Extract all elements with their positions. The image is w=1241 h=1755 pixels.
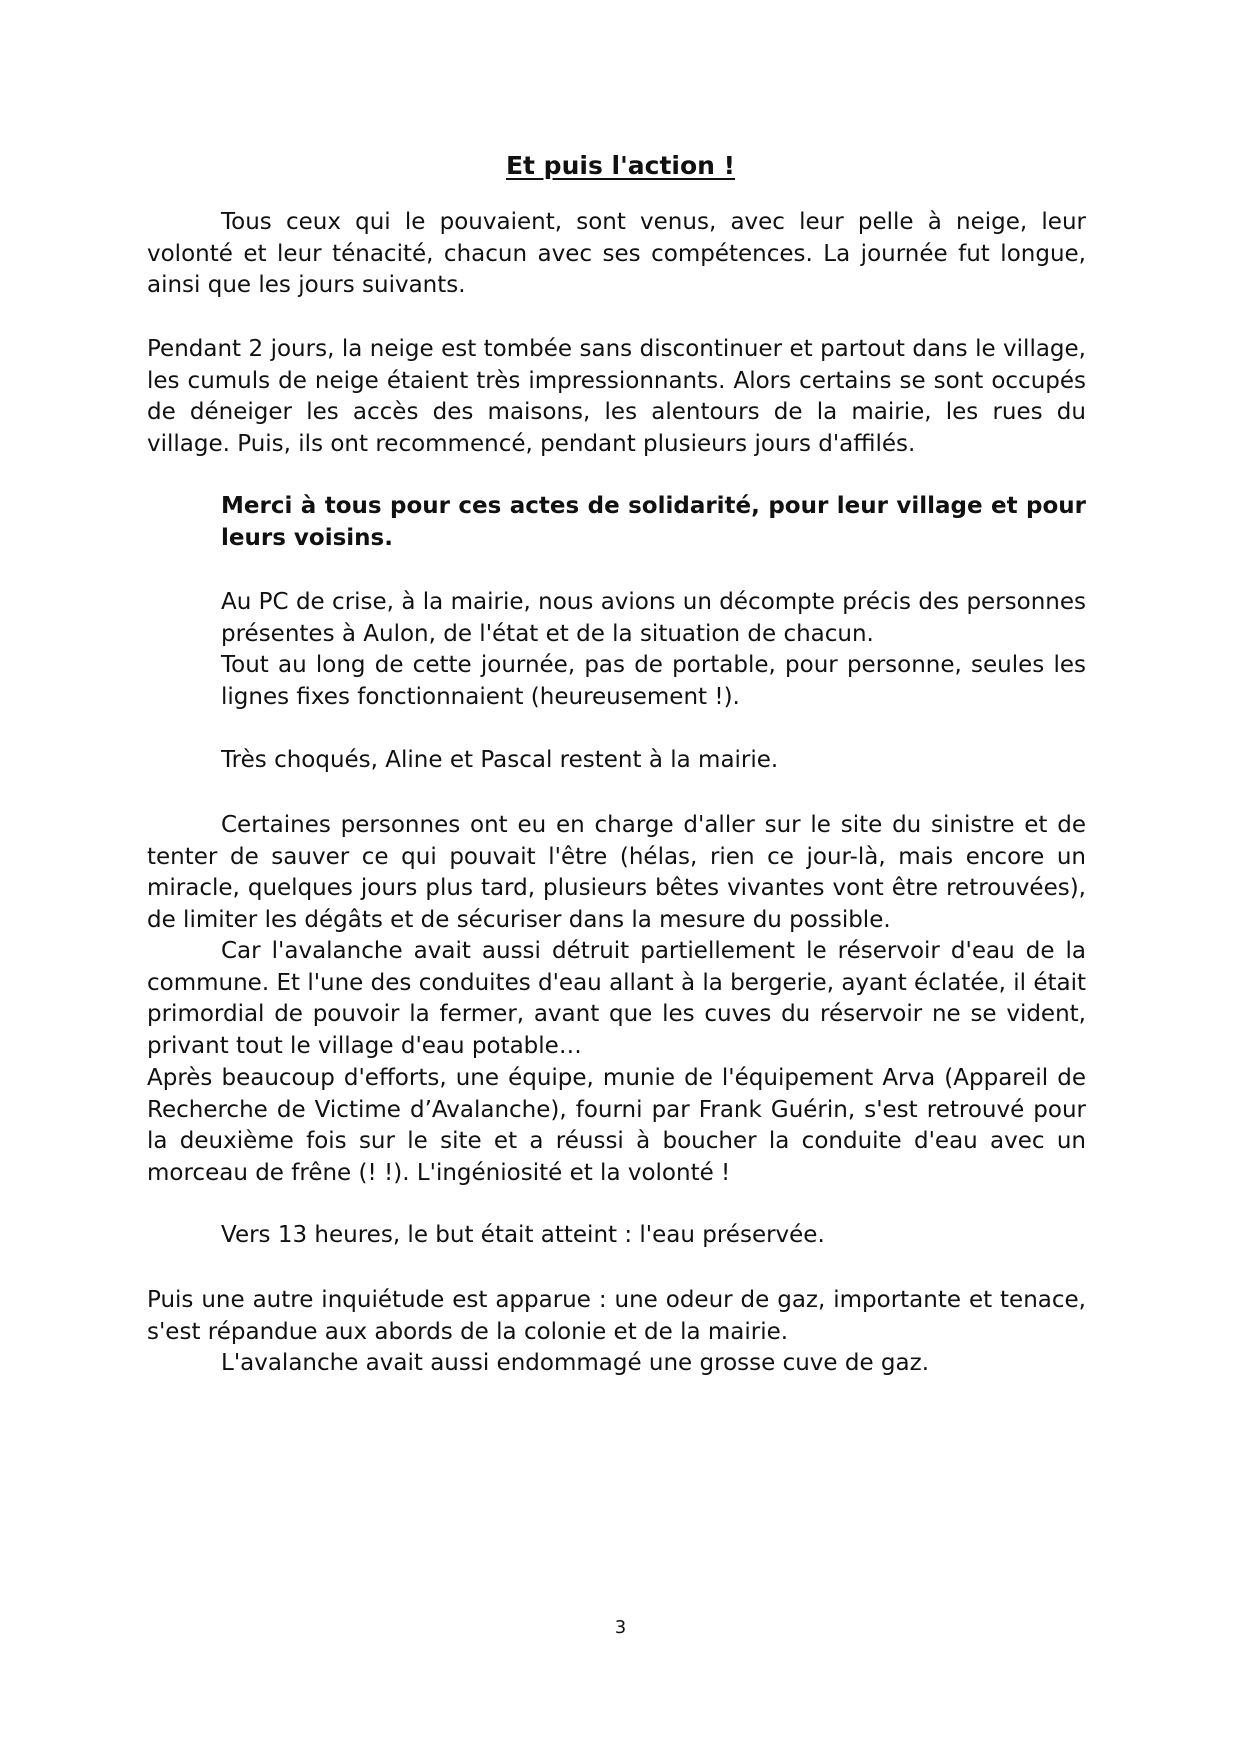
paragraph-arva-text: Après beaucoup d'efforts, une équipe, munie de l'équipement Arva (Appareil de Recherche de Victime d’Avalanche), fourni par Frank Guérin, s'est retrouvé pour la deuxième fois sur le site et a réussi à boucher la conduite d'eau avec un morceau de frêne (! !). L'ingéniosité et la volonté ! <box>147 1065 1086 1186</box>
paragraph-arva <box>147 1063 1086 1189</box>
paragraph-crisis-pc <box>221 587 1086 650</box>
page-title: Et puis l'action ! <box>505 151 736 180</box>
paragraph-gas-text: Puis une autre inquiétude est apparue : une odeur de gaz, importante et tenace, s'est répandue aux abords de la colonie et de la mairie. <box>147 1287 1086 1345</box>
paragraph-snow <box>147 334 1086 460</box>
paragraph-thanks <box>221 491 1086 554</box>
paragraph-aline-pascal <box>221 745 1086 777</box>
paragraph-reservoir <box>147 936 1086 1062</box>
paragraph-site <box>147 810 1086 936</box>
paragraph-gas-tank-text: L'avalanche avait aussi endommagé une grosse cuve de gaz. <box>221 1350 930 1376</box>
paragraph-gas <box>147 1285 1086 1348</box>
paragraph-snow-text: Pendant 2 jours, la neige est tombée sans discontinuer et partout dans le village, les cumuls de neige étaient très impressionnants. Alors certains se sont occupés de déneiger les accès des maisons, les alentours de la mairie, les rues du village. Puis, ils ont recommencé, pendant plusieurs jours d'affilés. <box>147 336 1086 457</box>
paragraph-phones-text: Tout au long de cette journée, pas de portable, pour personne, seules les lignes fixes fonctionnaient (heureusement !). <box>221 652 1086 710</box>
page-number: 3 <box>614 1617 627 1638</box>
paragraph-site-text: Certaines personnes ont eu en charge d'aller sur le site du sinistre et de tenter de sauver ce qui pouvait l'être (hélas, rien ce jour-là, mais encore un miracle, quelques jours plus tard, plusieurs bêtes vivantes vont être retrouvées), de limiter les dégâts et de sécuriser dans la mesure du possible. <box>147 812 1086 933</box>
paragraph-gas-tank <box>147 1348 1086 1380</box>
paragraph-reservoir-text: Car l'avalanche avait aussi détruit partiellement le réservoir d'eau de la commune. Et l'une des conduites d'eau allant à la bergerie, ayant éclatée, il était primordial de pouvoir la fermer, avant que les cuves du réservoir ne se vident, privant tout le village d'eau potable… <box>147 938 1087 1059</box>
paragraph-intro-text: Tous ceux qui le pouvaient, sont venus, avec leur pelle à neige, leur volonté et leur ténacité, chacun avec ses compétences. La journée fut longue, ainsi que les jours suivants. <box>147 209 1086 298</box>
paragraph-aline-pascal-text: Très choqués, Aline et Pascal restent à la mairie. <box>221 747 779 773</box>
paragraph-13h-text: Vers 13 heures, le but était atteint : l'eau préservée. <box>221 1222 825 1248</box>
paragraph-phones <box>221 650 1086 713</box>
paragraph-thanks-text: Merci à tous pour ces actes de solidarité, pour leur village et pour leurs voisins. <box>221 493 1086 551</box>
paragraph-intro <box>147 207 1086 302</box>
paragraph-13h <box>147 1220 1086 1252</box>
paragraph-crisis-pc-text: Au PC de crise, à la mairie, nous avions un décompte précis des personnes présentes à Aulon, de l'état et de la situation de chacun. <box>221 589 1086 647</box>
